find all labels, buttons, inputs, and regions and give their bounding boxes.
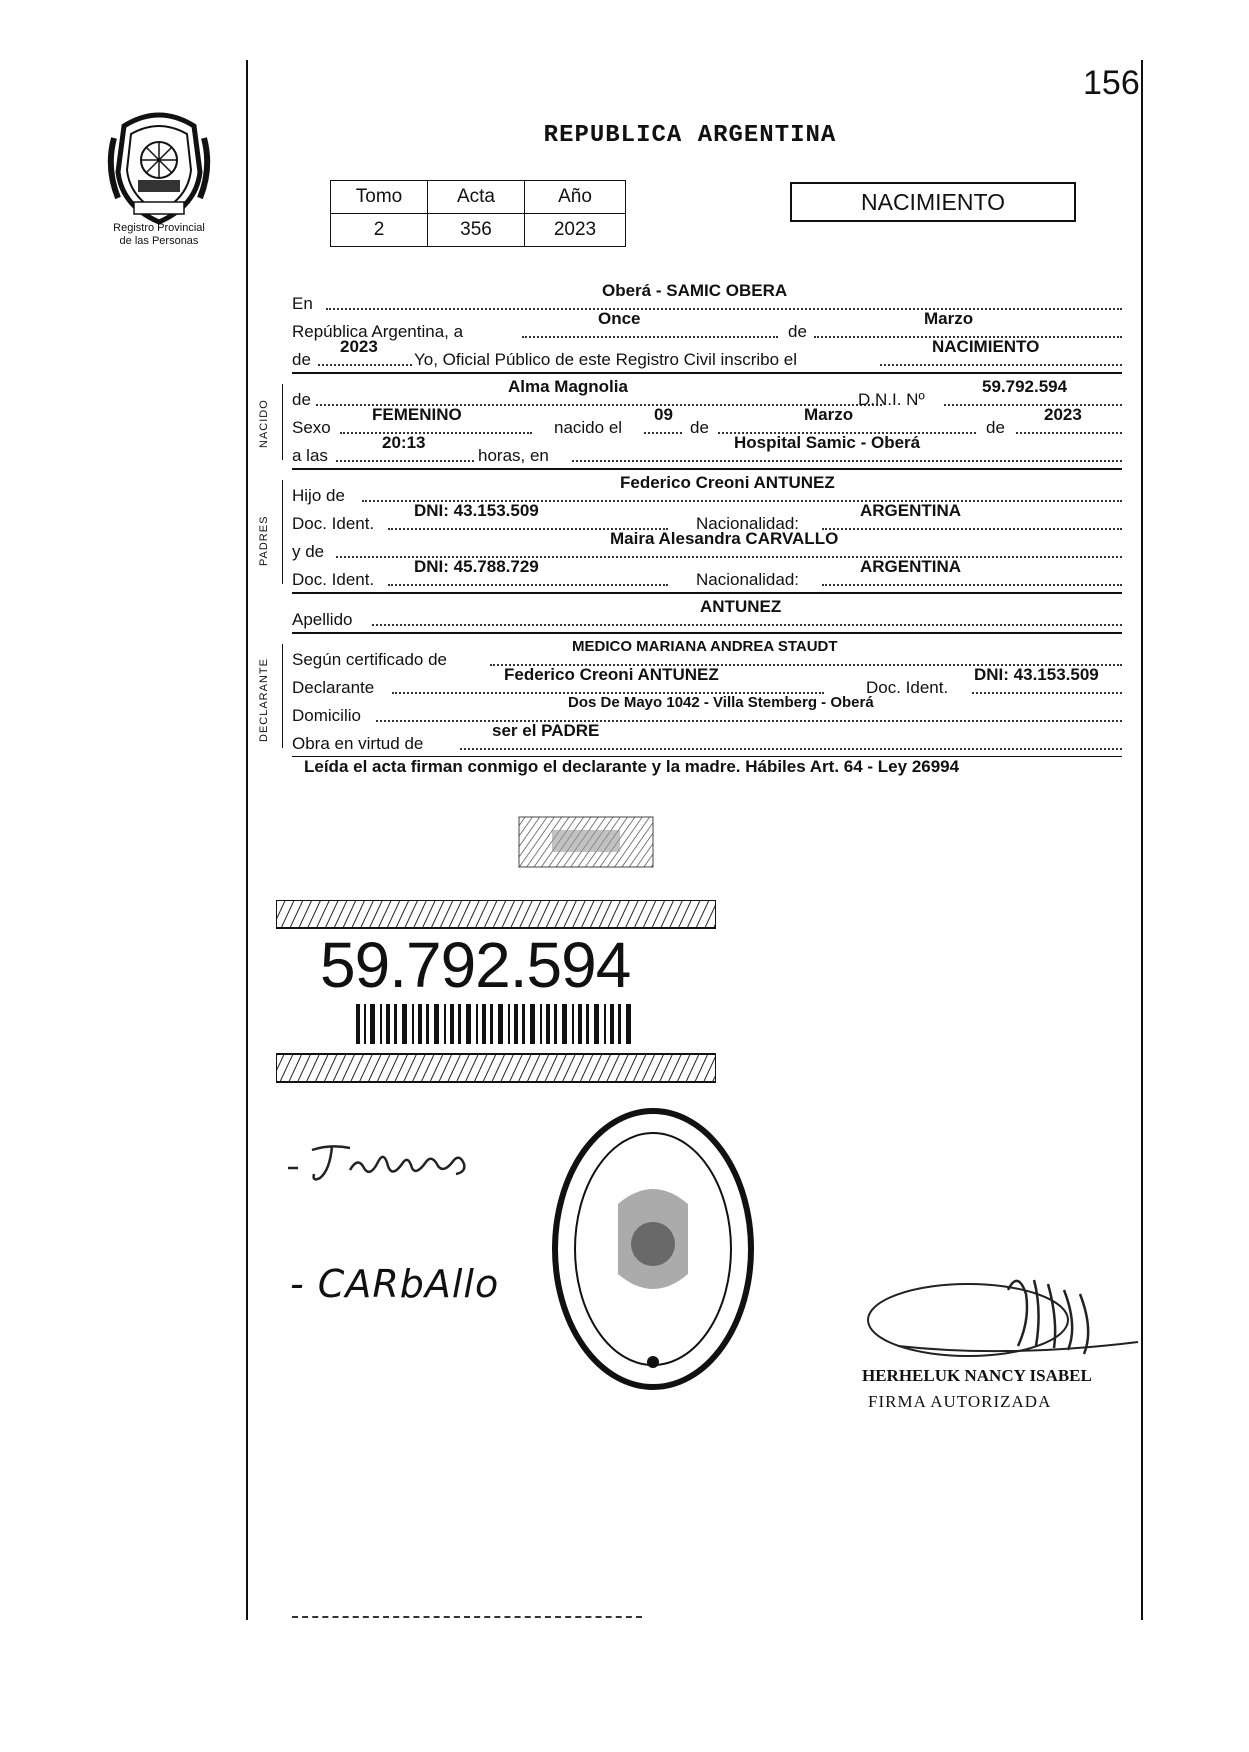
child-dni: 59.792.594: [982, 377, 1068, 396]
acta-header: Acta: [428, 181, 525, 214]
month-value: Marzo: [924, 309, 974, 328]
declarante-doc: DNI: 43.153.509: [974, 665, 1099, 684]
mother-doc-label: Doc. Ident.: [292, 570, 375, 589]
anio-value: 2023: [525, 214, 626, 247]
declarante-section-label: DECLARANTE: [258, 658, 270, 742]
tomo-header: Tomo: [331, 181, 428, 214]
obra-label: Obra en virtud de: [292, 734, 424, 753]
horas-label: horas, en: [478, 446, 549, 465]
nacido-el-label: nacido el: [554, 418, 623, 437]
father-signature: [280, 1120, 480, 1190]
official-registry-seal: [548, 1104, 758, 1394]
barcode: [356, 1004, 631, 1044]
y-de-label: y de: [292, 542, 325, 561]
obra-value: ser el PADRE: [492, 721, 600, 740]
separator-3: [292, 592, 1122, 594]
closing-statement: Leída el acta firman conmigo el declarante y la madre. Hábiles Art. 64 - Ley 26994: [304, 757, 960, 776]
birth-year: 2023: [1044, 405, 1082, 424]
republica-label: República Argentina, a: [292, 322, 464, 341]
authorized-role: FIRMA AUTORIZADA: [868, 1392, 1052, 1411]
de-label: de: [788, 322, 807, 341]
sexo-value: FEMENINO: [372, 405, 462, 424]
row-time-place: [292, 433, 1122, 465]
en-label: En: [292, 294, 313, 313]
birth-day: 09: [654, 405, 673, 424]
reference-table: [330, 180, 626, 247]
mother-name: Maira Alesandra CARVALLO: [610, 529, 839, 548]
father-nationality-label: Nacionalidad:: [696, 514, 800, 533]
row-statement: [292, 337, 1122, 369]
statement-text: Yo, Oficial Público de este Registro Civil inscribo el: [414, 350, 797, 369]
certificado-value: MEDICO MARIANA ANDREA STAUDT: [572, 638, 838, 655]
security-stamp: [518, 816, 654, 868]
provincia-misiones-logo: [104, 108, 214, 226]
birth-time: 20:13: [382, 433, 426, 452]
bottom-dashed-line: [292, 1616, 642, 1618]
day-value: Once: [598, 309, 641, 328]
father-name: Federico Creoni ANTUNEZ: [620, 473, 835, 492]
de-year-label: de: [292, 350, 311, 369]
nacido-section-label: NACIDO: [258, 399, 270, 448]
mother-doc: DNI: 45.788.729: [414, 557, 539, 576]
event-value: NACIMIENTO: [932, 337, 1040, 356]
dni-label: D.N.I. Nº: [858, 390, 925, 409]
left-margin-line: [246, 60, 248, 1620]
row-domicilio: [292, 694, 1122, 725]
anio-header: Año: [525, 181, 626, 214]
birth-month: Marzo: [804, 405, 854, 424]
row-en: [292, 281, 1122, 313]
mother-nationality-label: Nacionalidad:: [696, 570, 800, 589]
mother-signature: - CARbAllo: [290, 1262, 500, 1306]
domicilio-value: Dos De Mayo 1042 - Villa Stemberg - Oberá: [568, 694, 874, 711]
document-title: REPUBLICA ARGENTINA: [543, 122, 837, 149]
separator-4: [292, 632, 1122, 634]
registry-caption-line-1: Registro Provincial: [113, 222, 205, 234]
authorized-signature: [858, 1250, 1148, 1360]
dni-stamp-number: 59.792.594: [320, 929, 631, 1001]
row-mother-doc: [292, 557, 1122, 589]
acta-value: 356: [428, 214, 525, 247]
reference-header-row: [331, 181, 626, 214]
en-value: Oberá - SAMIC OBERA: [602, 281, 788, 300]
year-value: 2023: [340, 337, 378, 356]
separator-2: [292, 468, 1122, 470]
de-month-label: de: [690, 418, 709, 437]
apellido-label: Apellido: [292, 610, 353, 629]
child-name: Alma Magnolia: [508, 377, 628, 396]
separator-1: [292, 372, 1122, 374]
apellido-value: ANTUNEZ: [700, 597, 782, 616]
certificado-label: Según certificado de: [292, 650, 447, 669]
row-apellido: [292, 597, 1122, 629]
declarante-label: Declarante: [292, 678, 375, 697]
father-doc-label: Doc. Ident.: [292, 514, 375, 533]
right-margin-line: [1141, 60, 1143, 1620]
father-doc: DNI: 43.153.509: [414, 501, 539, 520]
declarante-doc-label: Doc. Ident.: [866, 678, 949, 697]
mother-nationality: ARGENTINA: [860, 557, 962, 576]
registry-caption: [88, 222, 230, 248]
tomo-value: 2: [331, 214, 428, 247]
authorized-name: HERHELUK NANCY ISABEL: [862, 1366, 1092, 1385]
registry-caption-line-2: de las Personas: [119, 235, 199, 247]
declarante-name: Federico Creoni ANTUNEZ: [504, 665, 719, 684]
domicilio-label: Domicilio: [292, 706, 361, 725]
record-type-box: NACIMIENTO: [790, 182, 1076, 222]
reference-value-row: [331, 214, 626, 247]
hijo-de-label: Hijo de: [292, 486, 345, 505]
padres-section-label: PADRES: [258, 515, 270, 566]
father-nationality: ARGENTINA: [860, 501, 962, 520]
page-number: 156: [1083, 64, 1140, 102]
row-obra: [292, 721, 1122, 753]
de-name-label: de: [292, 390, 311, 409]
de-year-label-2: de: [986, 418, 1005, 437]
sexo-label: Sexo: [292, 418, 331, 437]
birth-place: Hospital Samic - Oberá: [734, 433, 921, 452]
alas-label: a las: [292, 446, 328, 465]
